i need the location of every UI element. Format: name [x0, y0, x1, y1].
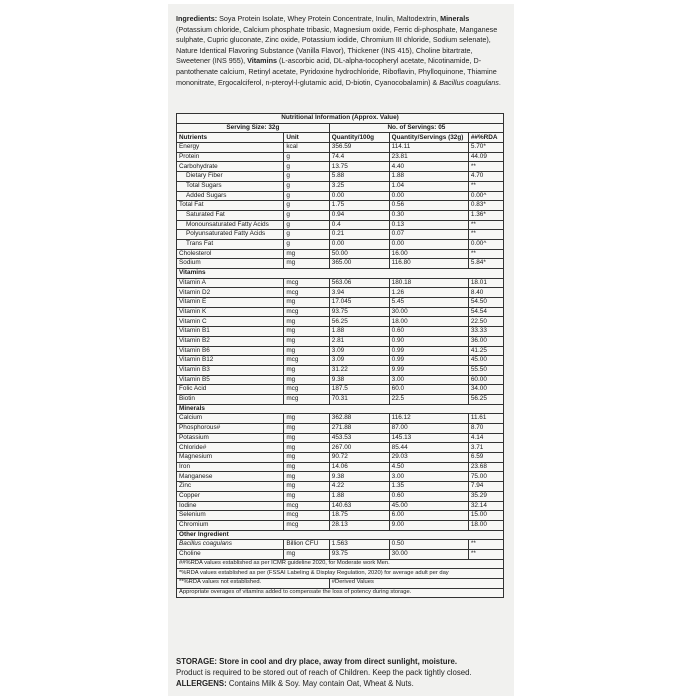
- other-row-cell: **: [468, 549, 503, 559]
- nutrient-cell: Carbohydrate: [177, 162, 284, 172]
- children-line: Product is required to be stored out of reach of Children. Keep the pack tightly closed.: [176, 668, 472, 677]
- vitamins-label: Vitamins: [247, 56, 277, 66]
- vitamins-section-title-cell: Vitamins: [177, 269, 504, 279]
- ingredients-label: Ingredients:: [176, 14, 218, 23]
- vitamin-row: [177, 288, 504, 298]
- mineral-row-cell: mg: [284, 462, 329, 472]
- mineral-row: [177, 443, 504, 453]
- vitamin-row: [177, 365, 504, 375]
- nutrient-cell: 44.09: [468, 152, 503, 162]
- nutrient-cell: g: [284, 210, 329, 220]
- vitamin-row: [177, 327, 504, 337]
- vitamin-row-cell: Vitamin B6: [177, 346, 284, 356]
- other-row-cell: 1.563: [329, 540, 389, 550]
- vitamin-row-cell: mcg: [284, 356, 329, 366]
- nutrient-cell: 4.40: [389, 162, 468, 172]
- ingredients-part-2: (Potassium chloride, Calcium phosphate tribasic, Magnesium oxide, Ferric di-phosphate, Manganese sulphate, Cupric gluconate, Zinc oxide, Potassium iodide, Chromium III chloride, Sodium selenate), Nature Identical Flavoring Substance (Vanilla Flavor), Thickener (INS 415), Choline bitartrate, Sweetener (INS 955),: [176, 24, 498, 66]
- mineral-row-cell: 0.60: [389, 491, 468, 501]
- vitamin-row-cell: 70.31: [329, 394, 389, 404]
- mineral-row-cell: mg: [284, 433, 329, 443]
- nutrient-cell: 365.00: [329, 259, 389, 269]
- nutrient-cell: **: [468, 162, 503, 172]
- nutrient-row: [177, 249, 504, 259]
- storage-text: Store in cool and dry place, away from direct sunlight, moisture.: [217, 657, 458, 666]
- vitamin-row-cell: Vitamin A: [177, 278, 284, 288]
- vitamin-row-cell: 56.25: [468, 394, 503, 404]
- mineral-row-cell: mg: [284, 453, 329, 463]
- table-title-row: [177, 114, 504, 124]
- nutrient-cell: g: [284, 239, 329, 249]
- serving-row: [177, 123, 504, 133]
- nutrient-cell: Polyunsaturated Fatty Acids: [177, 230, 284, 240]
- vitamin-row-cell: 0.99: [389, 346, 468, 356]
- nutrient-cell: kcal: [284, 143, 329, 153]
- nutrient-cell: g: [284, 172, 329, 182]
- mineral-row-cell: 23.68: [468, 462, 503, 472]
- other-row-cell: Billion CFU: [284, 540, 329, 550]
- vitamin-row-cell: 41.25: [468, 346, 503, 356]
- nutrient-cell: 0.00: [389, 191, 468, 201]
- vitamin-row-cell: mcg: [284, 278, 329, 288]
- vitamins-section-title: [177, 269, 504, 279]
- mineral-row-cell: 1.88: [329, 491, 389, 501]
- nutrient-cell: Saturated Fat: [177, 210, 284, 220]
- vitamin-row-cell: 31.22: [329, 365, 389, 375]
- nutrient-cell: 0.83*: [468, 201, 503, 211]
- bacillus-text: Bacillus coagulans: [439, 77, 499, 87]
- mineral-row-cell: mg: [284, 472, 329, 482]
- mineral-row: [177, 482, 504, 492]
- other-section-title-cell: Other Ingredient: [177, 530, 504, 540]
- nutrient-cell: 13.75: [329, 162, 389, 172]
- nutrient-cell: g: [284, 230, 329, 240]
- vitamin-row-cell: 1.26: [389, 288, 468, 298]
- vitamin-row-cell: 54.50: [468, 298, 503, 308]
- mineral-row-cell: mg: [284, 414, 329, 424]
- mineral-row: [177, 414, 504, 424]
- nutrient-cell: Protein: [177, 152, 284, 162]
- mineral-row-cell: Selenium: [177, 511, 284, 521]
- vitamin-row-cell: 33.33: [468, 327, 503, 337]
- nutrient-cell: g: [284, 191, 329, 201]
- vitamin-row: [177, 278, 504, 288]
- mineral-row-cell: Potassium: [177, 433, 284, 443]
- mineral-row-cell: 28.13: [329, 520, 389, 530]
- mineral-row: [177, 472, 504, 482]
- serving-size: Serving Size: 32g: [177, 123, 330, 133]
- nutrient-row: [177, 152, 504, 162]
- mineral-row-cell: 18.00: [468, 520, 503, 530]
- ingredients-paragraph: [176, 14, 506, 88]
- nutrient-cell: 0.00: [329, 239, 389, 249]
- nutrient-row: [177, 181, 504, 191]
- nutrient-cell: 0.00^: [468, 191, 503, 201]
- note-row: [177, 559, 504, 569]
- nutrient-cell: 0.94: [329, 210, 389, 220]
- other-row-cell: mg: [284, 549, 329, 559]
- mineral-row-cell: 453.53: [329, 433, 389, 443]
- mineral-row-cell: Manganese: [177, 472, 284, 482]
- nutrient-cell: Monounsaturated Fatty Acids: [177, 220, 284, 230]
- mineral-row-cell: 18.75: [329, 511, 389, 521]
- nutrient-cell: 0.00: [329, 191, 389, 201]
- vitamin-row-cell: 55.50: [468, 365, 503, 375]
- header-nutrients: Nutrients: [177, 133, 284, 143]
- vitamin-row-cell: Vitamin B5: [177, 375, 284, 385]
- vitamin-row-cell: 18.00: [389, 317, 468, 327]
- mineral-row: [177, 511, 504, 521]
- nutrient-cell: g: [284, 201, 329, 211]
- mineral-row-cell: mg: [284, 482, 329, 492]
- nutrient-cell: 1.88: [389, 172, 468, 182]
- storage-line: [176, 656, 506, 667]
- vitamin-row-cell: Vitamin C: [177, 317, 284, 327]
- nutrient-cell: **: [468, 220, 503, 230]
- vitamin-row-cell: 8.40: [468, 288, 503, 298]
- vitamin-row-cell: Vitamin B12: [177, 356, 284, 366]
- mineral-row-cell: mg: [284, 424, 329, 434]
- mineral-row-cell: Chloride#: [177, 443, 284, 453]
- mineral-row-cell: 4.22: [329, 482, 389, 492]
- vitamin-row-cell: mg: [284, 346, 329, 356]
- nutrient-cell: 4.70: [468, 172, 503, 182]
- mineral-row-cell: 11.61: [468, 414, 503, 424]
- vitamin-row-cell: 60.0: [389, 385, 468, 395]
- vitamin-row-cell: 5.45: [389, 298, 468, 308]
- nutrient-cell: 0.00: [389, 239, 468, 249]
- minerals-section-title: [177, 404, 504, 414]
- vitamin-row: [177, 394, 504, 404]
- mineral-row-cell: 45.00: [389, 501, 468, 511]
- servings-count: No. of Servings: 05: [329, 123, 503, 133]
- vitamin-row: [177, 385, 504, 395]
- mineral-row-cell: Copper: [177, 491, 284, 501]
- nutrient-row: [177, 201, 504, 211]
- vitamin-row-cell: 36.00: [468, 336, 503, 346]
- nutrient-cell: 116.80: [389, 259, 468, 269]
- vitamin-row-cell: Vitamin B1: [177, 327, 284, 337]
- mineral-row-cell: 29.03: [389, 453, 468, 463]
- mineral-row-cell: 362.88: [329, 414, 389, 424]
- vitamin-row: [177, 317, 504, 327]
- vitamin-row-cell: 3.09: [329, 346, 389, 356]
- vitamin-row-cell: 54.54: [468, 307, 503, 317]
- nutrient-cell: **: [468, 230, 503, 240]
- nutrient-cell: mg: [284, 259, 329, 269]
- vitamin-row-cell: 60.00: [468, 375, 503, 385]
- mineral-row-cell: 3.00: [389, 472, 468, 482]
- allergens-text: Contains Milk & Soy. May contain Oat, Wheat & Nuts.: [226, 679, 414, 688]
- note-overages: Appropriate overages of vitamins added to compensate the loss of potency during storage.: [177, 588, 504, 598]
- nutrient-cell: 23.81: [389, 152, 468, 162]
- nutrient-cell: Cholesterol: [177, 249, 284, 259]
- allergens-line: [176, 678, 506, 689]
- note-row: [177, 588, 504, 598]
- nutrient-cell: 50.00: [329, 249, 389, 259]
- nutrient-cell: 1.36*: [468, 210, 503, 220]
- vitamin-row-cell: 0.60: [389, 327, 468, 337]
- mineral-row-cell: 87.00: [389, 424, 468, 434]
- mineral-row-cell: 1.35: [389, 482, 468, 492]
- mineral-row: [177, 520, 504, 530]
- nutrient-cell: 0.4: [329, 220, 389, 230]
- mineral-row-cell: 4.50: [389, 462, 468, 472]
- note-rda-fssai: *%RDA values established as per (FSSAI Labeling & Display Regulation, 2020) for average adult per day: [177, 569, 504, 579]
- vitamin-row-cell: 0.90: [389, 336, 468, 346]
- nutrition-table: [176, 113, 504, 598]
- mineral-row-cell: Calcium: [177, 414, 284, 424]
- nutrient-row: [177, 220, 504, 230]
- mineral-row: [177, 462, 504, 472]
- nutrient-cell: **: [468, 181, 503, 191]
- nutrient-row: [177, 239, 504, 249]
- nutrient-cell: Trans Fat: [177, 239, 284, 249]
- nutrient-cell: Energy: [177, 143, 284, 153]
- note-derived: #Derived Values: [329, 579, 503, 589]
- mineral-row-cell: Chromium: [177, 520, 284, 530]
- other-row: [177, 540, 504, 550]
- footer-block: [176, 656, 506, 689]
- nutrient-cell: 356.59: [329, 143, 389, 153]
- mineral-row-cell: 85.44: [389, 443, 468, 453]
- vitamin-row-cell: 0.99: [389, 356, 468, 366]
- vitamin-row: [177, 336, 504, 346]
- vitamin-row-cell: mcg: [284, 288, 329, 298]
- nutrient-cell: Sodium: [177, 259, 284, 269]
- other-row: [177, 549, 504, 559]
- other-row-cell-text: Bacillus coagulans: [179, 540, 232, 548]
- other-section-title: [177, 530, 504, 540]
- mineral-row-cell: Iron: [177, 462, 284, 472]
- vitamin-row-cell: 30.00: [389, 307, 468, 317]
- other-row-cell: 0.50: [389, 540, 468, 550]
- mineral-row-cell: 14.06: [329, 462, 389, 472]
- other-row-cell: 30.00: [389, 549, 468, 559]
- minerals-section-title-cell: Minerals: [177, 404, 504, 414]
- vitamin-row-cell: Vitamin K: [177, 307, 284, 317]
- nutrient-cell: 0.21: [329, 230, 389, 240]
- header-qty-100g: Quantity/100g: [329, 133, 389, 143]
- storage-label: STORAGE:: [176, 657, 218, 666]
- vitamin-row: [177, 346, 504, 356]
- nutrient-cell: 0.07: [389, 230, 468, 240]
- mineral-row-cell: 3.71: [468, 443, 503, 453]
- nutrient-cell: g: [284, 181, 329, 191]
- mineral-row-cell: 90.72: [329, 453, 389, 463]
- vitamin-row: [177, 356, 504, 366]
- vitamin-row-cell: 3.00: [389, 375, 468, 385]
- mineral-row-cell: 32.14: [468, 501, 503, 511]
- vitamin-row-cell: 45.00: [468, 356, 503, 366]
- header-row: [177, 133, 504, 143]
- ingredients-part-1: Soya Protein Isolate, Whey Protein Concentrate, Inulin, Maltodextrin,: [217, 14, 441, 23]
- nutrient-row: [177, 210, 504, 220]
- mineral-row-cell: mg: [284, 443, 329, 453]
- vitamin-row-cell: Vitamin B3: [177, 365, 284, 375]
- nutrient-cell: Total Fat: [177, 201, 284, 211]
- mineral-row-cell: mg: [284, 491, 329, 501]
- mineral-row-cell: 15.00: [468, 511, 503, 521]
- minerals-label: Minerals: [440, 14, 470, 23]
- vitamin-row-cell: mcg: [284, 385, 329, 395]
- note-row: [177, 579, 504, 589]
- nutrient-cell: 0.56: [389, 201, 468, 211]
- nutrient-cell: 1.75: [329, 201, 389, 211]
- vitamin-row-cell: mg: [284, 317, 329, 327]
- vitamin-row-cell: 9.38: [329, 375, 389, 385]
- nutrient-row: [177, 162, 504, 172]
- mineral-row-cell: 145.13: [389, 433, 468, 443]
- nutrient-row: [177, 172, 504, 182]
- mineral-row: [177, 501, 504, 511]
- vitamin-row: [177, 298, 504, 308]
- mineral-row-cell: 6.00: [389, 511, 468, 521]
- mineral-row-cell: 9.38: [329, 472, 389, 482]
- nutrient-cell: 3.25: [329, 181, 389, 191]
- mineral-row-cell: mcg: [284, 520, 329, 530]
- vitamin-row-cell: mcg: [284, 394, 329, 404]
- nutrient-cell: Dietary Fiber: [177, 172, 284, 182]
- header-unit: Unit: [284, 133, 329, 143]
- allergens-label: ALLERGENS:: [176, 679, 227, 688]
- vitamin-row-cell: 18.01: [468, 278, 503, 288]
- vitamin-row-cell: 22.5: [389, 394, 468, 404]
- nutrient-cell: g: [284, 162, 329, 172]
- nutrient-cell: mg: [284, 249, 329, 259]
- vitamin-row-cell: 56.25: [329, 317, 389, 327]
- vitamin-row-cell: mg: [284, 365, 329, 375]
- vitamin-row-cell: 187.5: [329, 385, 389, 395]
- vitamin-row-cell: 563.06: [329, 278, 389, 288]
- other-row-cell: **: [468, 540, 503, 550]
- other-row-cell: Choline: [177, 549, 284, 559]
- vitamin-row-cell: Vitamin B2: [177, 336, 284, 346]
- vitamin-row-cell: Vitamin D2: [177, 288, 284, 298]
- vitamin-row-cell: 1.88: [329, 327, 389, 337]
- mineral-row-cell: Phosphorous#: [177, 424, 284, 434]
- vitamin-row-cell: 17.045: [329, 298, 389, 308]
- mineral-row-cell: Iodine: [177, 501, 284, 511]
- vitamin-row-cell: 93.75: [329, 307, 389, 317]
- note-row: [177, 569, 504, 579]
- nutrient-row: [177, 259, 504, 269]
- vitamin-row-cell: 2.81: [329, 336, 389, 346]
- vitamin-row: [177, 375, 504, 385]
- other-row-cell: [177, 540, 284, 550]
- mineral-row-cell: 140.63: [329, 501, 389, 511]
- nutrient-cell: g: [284, 152, 329, 162]
- mineral-row-cell: 6.59: [468, 453, 503, 463]
- mineral-row-cell: 7.94: [468, 482, 503, 492]
- ingredients-end: .: [498, 77, 501, 87]
- nutrient-cell: 5.84*: [468, 259, 503, 269]
- header-rda: ##%RDA: [468, 133, 503, 143]
- nutrient-cell: 0.00^: [468, 239, 503, 249]
- mineral-row-cell: 8.70: [468, 424, 503, 434]
- nutrient-cell: 1.04: [389, 181, 468, 191]
- vitamin-row-cell: 34.00: [468, 385, 503, 395]
- mineral-row: [177, 491, 504, 501]
- nutrient-cell: 5.88: [329, 172, 389, 182]
- nutrient-cell: 16.00: [389, 249, 468, 259]
- mineral-row-cell: Zinc: [177, 482, 284, 492]
- note-rda-icmr: ##%RDA values established as per ICMR guideline 2020, for Moderate work Men.: [177, 559, 504, 569]
- nutrient-row: [177, 191, 504, 201]
- mineral-row-cell: 4.14: [468, 433, 503, 443]
- mineral-row-cell: Magnesium: [177, 453, 284, 463]
- nutrient-cell: 74.4: [329, 152, 389, 162]
- mineral-row: [177, 453, 504, 463]
- vitamin-row-cell: Biotin: [177, 394, 284, 404]
- other-row-cell: 93.75: [329, 549, 389, 559]
- vitamin-row-cell: 22.50: [468, 317, 503, 327]
- note-not-established: **%RDA values not established.: [177, 579, 330, 589]
- vitamin-row-cell: mg: [284, 298, 329, 308]
- vitamin-row-cell: mg: [284, 327, 329, 337]
- mineral-row-cell: 116.12: [389, 414, 468, 424]
- vitamin-row-cell: 180.18: [389, 278, 468, 288]
- nutrient-row: [177, 230, 504, 240]
- ingredients-part-3: (L-ascorbic acid, DL-alpha-tocopheryl acetate, Nicotinamide, D-pantothenate calcium, Retinyl acetate, Pyridoxine hydrochloride, Riboflavin, Phylloquinone, Thiamine mononitrate, Ergocalciferol, n-pteroyl-l-glutamic acid, D-biotin, Cyanocobalamin) &: [176, 56, 497, 87]
- vitamin-row-cell: 3.09: [329, 356, 389, 366]
- nutrition-table-body: [177, 114, 504, 598]
- mineral-row-cell: 9.00: [389, 520, 468, 530]
- mineral-row-cell: 271.88: [329, 424, 389, 434]
- vitamin-row-cell: 9.99: [389, 365, 468, 375]
- nutrient-cell: **: [468, 249, 503, 259]
- mineral-row: [177, 433, 504, 443]
- nutrient-cell: 0.13: [389, 220, 468, 230]
- vitamin-row: [177, 307, 504, 317]
- mineral-row-cell: 35.29: [468, 491, 503, 501]
- table-title: Nutritional Information (Approx. Value): [177, 114, 504, 124]
- header-qty-serving: Quantity/Servings (32g): [389, 133, 468, 143]
- nutrient-cell: 5.70*: [468, 143, 503, 153]
- vitamin-row-cell: mg: [284, 336, 329, 346]
- vitamin-row-cell: Vitamin E: [177, 298, 284, 308]
- nutrient-cell: 114.11: [389, 143, 468, 153]
- mineral-row: [177, 424, 504, 434]
- vitamin-row-cell: mg: [284, 375, 329, 385]
- mineral-row-cell: 267.00: [329, 443, 389, 453]
- nutrient-cell: g: [284, 220, 329, 230]
- vitamin-row-cell: Folic Acid: [177, 385, 284, 395]
- nutrient-cell: Total Sugars: [177, 181, 284, 191]
- mineral-row-cell: mcg: [284, 511, 329, 521]
- vitamin-row-cell: mcg: [284, 307, 329, 317]
- nutrient-cell: 0.30: [389, 210, 468, 220]
- mineral-row-cell: mcg: [284, 501, 329, 511]
- vitamin-row-cell: 3.94: [329, 288, 389, 298]
- nutrient-cell: Added Sugars: [177, 191, 284, 201]
- mineral-row-cell: 75.00: [468, 472, 503, 482]
- nutrient-row: [177, 143, 504, 153]
